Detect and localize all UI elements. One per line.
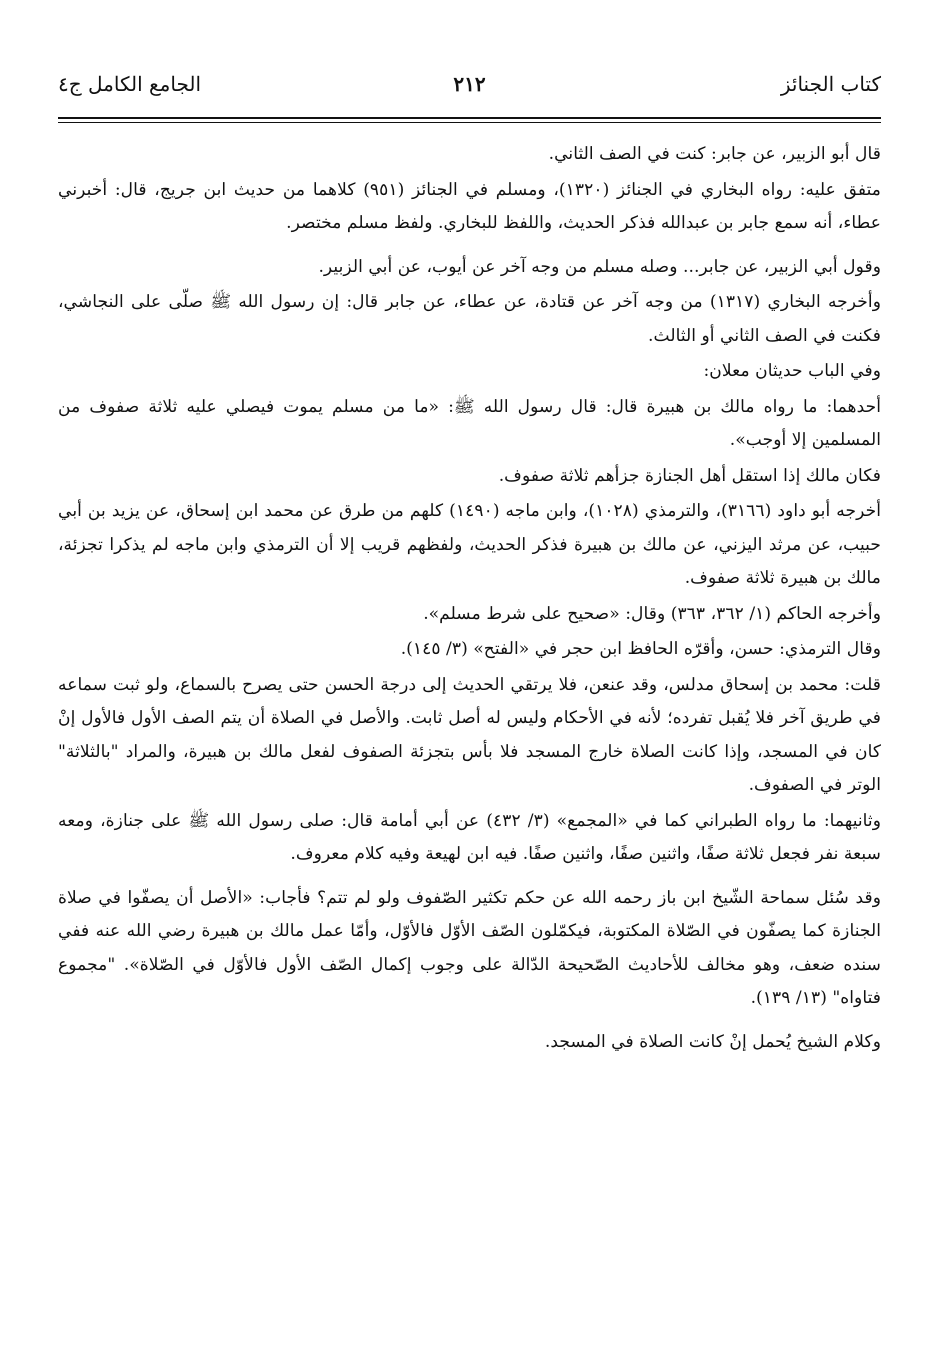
chapter-title: كتاب الجنائز bbox=[780, 72, 881, 96]
paragraph: وكلام الشيخ يُحمل إنْ كانت الصلاة في المسجد. bbox=[544, 1031, 881, 1052]
page-number: ٢١٢ bbox=[453, 72, 486, 96]
page-body bbox=[58, 138, 881, 1061]
paragraph: فكان مالك إذا استقل أهل الجنازة جزأهم ثلاثة صفوف. bbox=[498, 465, 881, 486]
page-header bbox=[58, 72, 881, 112]
paragraph: قال أبو الزبير، عن جابر: كنت في الصف الثاني. bbox=[548, 144, 881, 164]
paragraph: وأخرجه البخاري (١٣١٧) من وجه آخر عن قتادة، عن عطاء، عن جابر قال: إن رسول الله ﷺ صلّى على النجاشي، فكنت في الصف الثاني أو الثالث. bbox=[58, 292, 881, 346]
paragraph: أخرجه أبو داود (٣١٦٦)، والترمذي (١٠٢٨)، وابن ماجه (١٤٩٠) كلهم من طرق عن محمد ابن إسحاق، عن يزيد بن أبي حبيب، عن مرثد اليزني، عن مالك بن هبيرة فذكر الحديث، ولفظهم قريب إلا أن الترمذي وابن ماجه لم يذكرا تجزئة، مالك بن هبيرة ثلاثة صفوف. bbox=[58, 501, 881, 588]
header-rule-thin bbox=[58, 122, 881, 123]
paragraph: قلت: محمد بن إسحاق مدلس، وقد عنعن، فلا يرتقي الحديث إلى درجة الحسن حتى يصرح بالسماع، ولو ثبت سماعه في طريق آخر فلا يُقبل تفرده؛ لأنه في الأحكام وليس له أصل ثابت. والأصل في الصلاة أن يتم الصف الأول فالأول إنْ كان في المسجد، وإذا كانت الصلاة خارج المسجد فلا بأس بتجزئة الصفوف لفعل مالك بن هبيرة، والمراد "بالثلاثة" الوتر في الصفوف. bbox=[58, 674, 881, 795]
paragraph: وفي الباب حديثان معلان: bbox=[703, 361, 881, 381]
paragraph: وثانيهما: ما رواه الطبراني كما في «المجمع» (٣/ ٤٣٢) عن أبي أمامة قال: صلى رسول الله ﷺ على جنازة، ومعه سبعة نفر فجعل ثلاثة صفًا، واثنين صفًا، واثنين صفًا. فيه ابن لهيعة وفيه كلام معروف. bbox=[58, 810, 881, 864]
paragraph: وأخرجه الحاكم (١/ ٣٦٢، ٣٦٣) وقال: «صحيح على شرط مسلم». bbox=[423, 603, 881, 624]
paragraph: وقد سُئل سماحة الشّيخ ابن باز رحمه الله عن حكم تكثير الصّفوف ولو لم تتم؟ فأجاب: «الأصل أن يصفّوا في صلاة الجنازة كما يصفّون في الصّلاة المكتوبة، فيكمّلون الصّف الأوّل فالأوّل، وأمّا عمل مالك بن هبيرة رضي الله عنه ففي سنده ضعف، وهو مخالف للأحاديث الصّحيحة الدّالة على وجوب إكمال الصّف الأول فالأوّل في الصّلاة». "مجموع فتاواه" (١٣/ ١٣٩). bbox=[58, 887, 881, 1008]
paragraph: أحدهما: ما رواه مالك بن هبيرة قال: قال رسول الله ﷺ: «ما من مسلم يموت فيصلي عليه ثلاثة صفوف من المسلمين إلا أوجب». bbox=[58, 396, 881, 450]
header-rule-thick bbox=[58, 117, 881, 119]
paragraph: متفق عليه: رواه البخاري في الجنائز (١٣٢٠)، ومسلم في الجنائز (٩٥١) كلاهما من حديث ابن جريج، قال: أخبرني عطاء، أنه سمع جابر بن عبدالله فذكر الحديث، واللفظ للبخاري. ولفظ مسلم مختصر. bbox=[58, 179, 881, 233]
paragraph: وقال الترمذي: حسن، وأقرّه الحافظ ابن حجر في «الفتح» (٣/ ١٤٥). bbox=[400, 639, 881, 659]
book-title: الجامع الكامل ج٤ bbox=[58, 72, 202, 96]
paragraph: وقول أبي الزبير، عن جابر... وصله مسلم من وجه آخر عن أيوب، عن أبي الزبير. bbox=[318, 256, 881, 277]
